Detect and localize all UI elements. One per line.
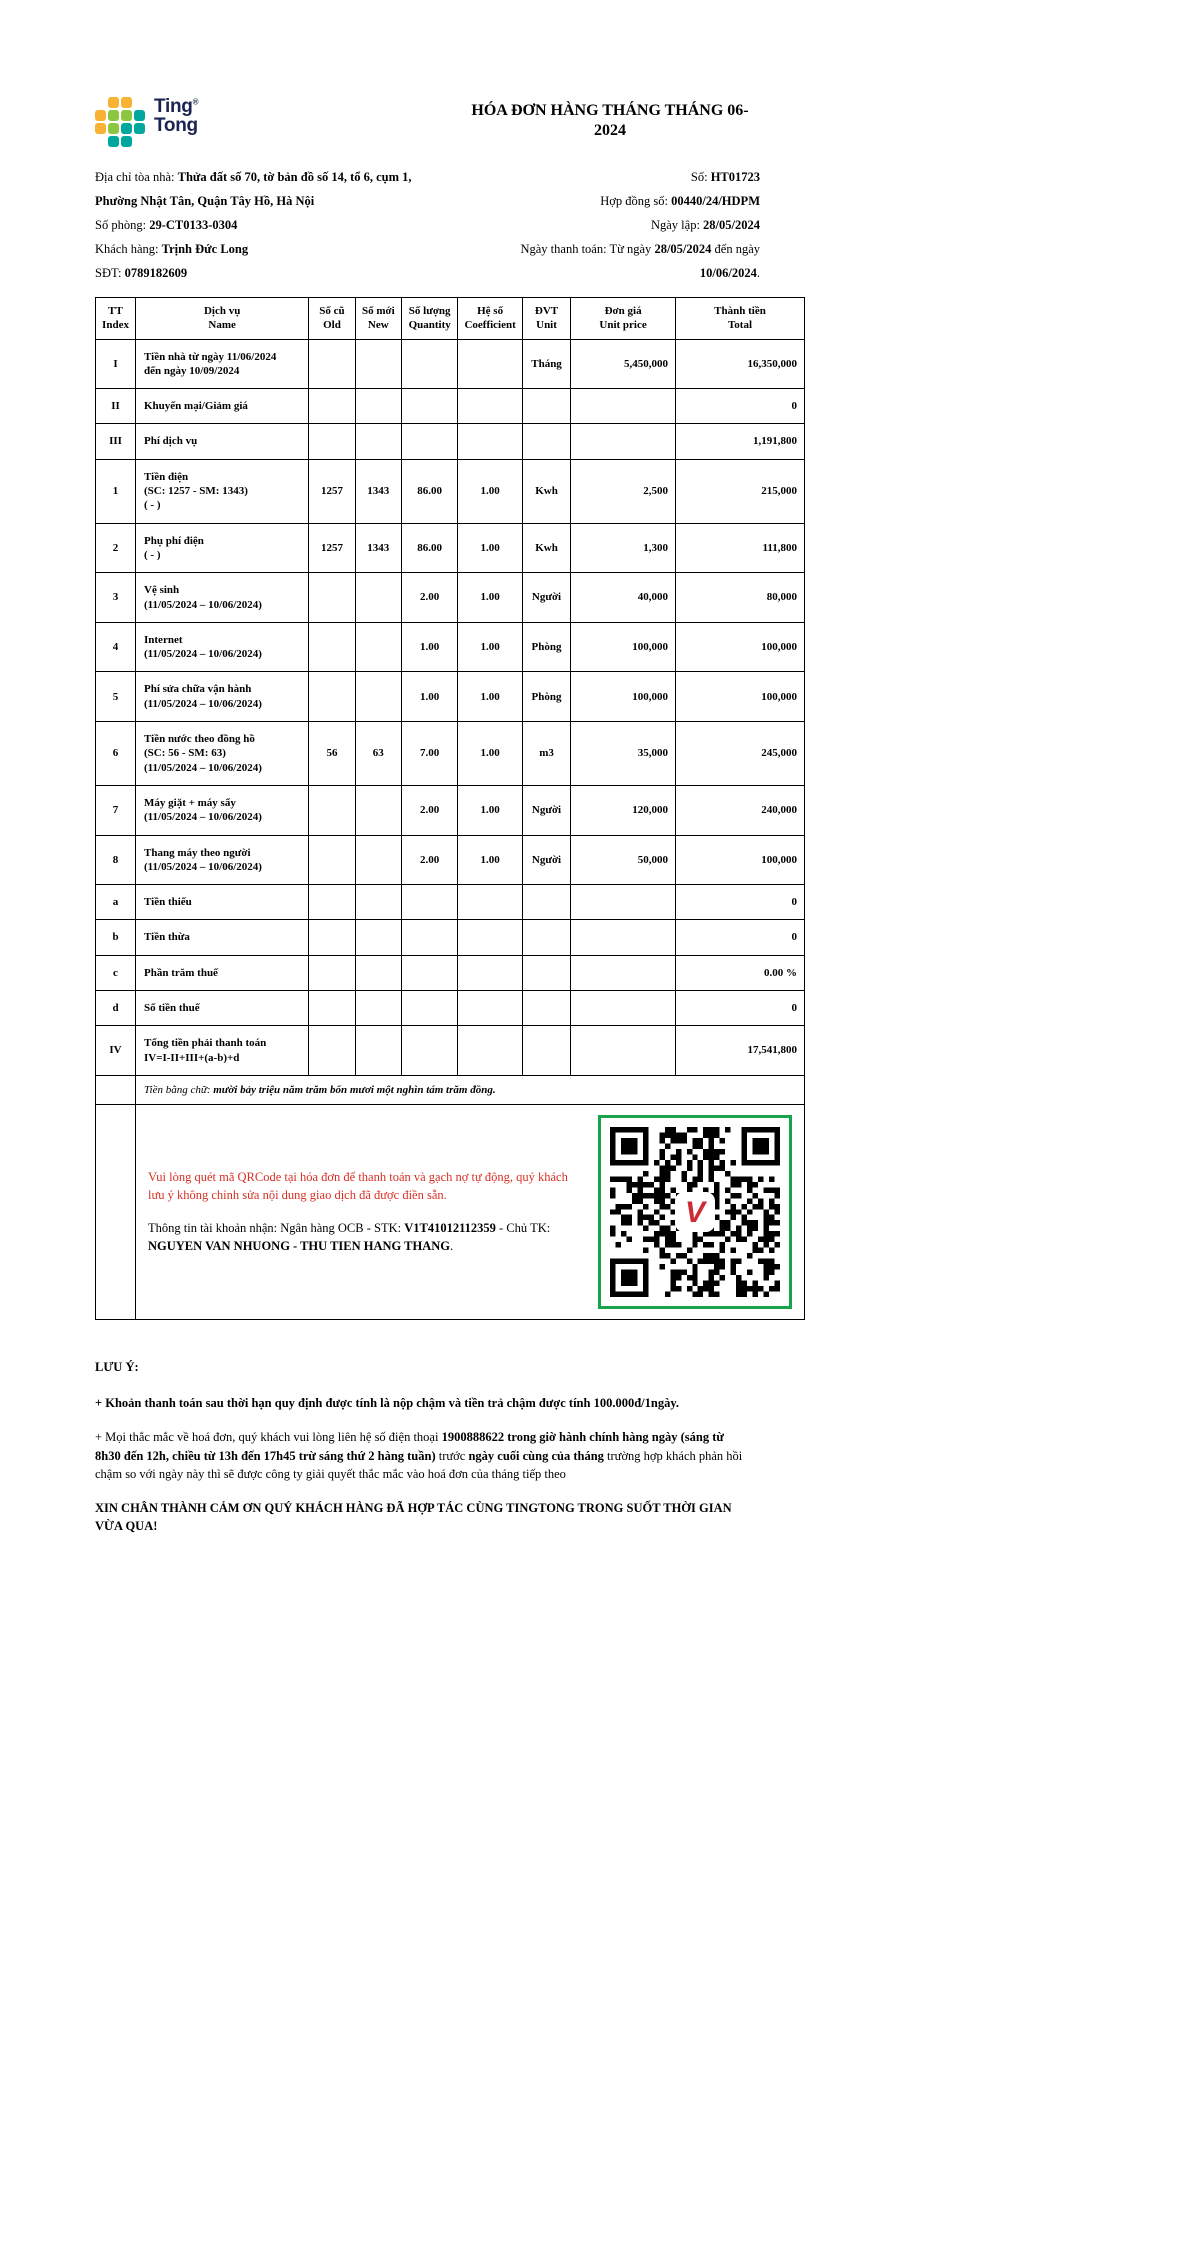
cell-name: Thang máy theo người (11/05/2024 – 10/06/2024): [136, 835, 309, 885]
amount-in-words-cell: [136, 1075, 805, 1104]
text-segment: Trịnh Đức Long: [161, 242, 249, 256]
info-line: [461, 165, 760, 189]
text-segment: NGUYEN VAN NHUONG - THU TIEN HANG THANG: [148, 1238, 451, 1253]
cell-qty: [401, 389, 457, 424]
text-segment: 28/05/2024: [654, 242, 712, 256]
cell-old: [309, 389, 355, 424]
cell-unit: [522, 389, 570, 424]
cell-qty: [401, 991, 457, 1026]
text-segment: 1900888622 trong giờ hành chính hàng ngày (sáng từ 8h30 đến 12h, chiều từ 13h đến 17h45 trừ sáng thứ 2 hàng tuần): [95, 1430, 724, 1463]
footer-notes: [95, 1358, 743, 1535]
cell-old: [309, 955, 355, 990]
cell-index: III: [96, 424, 136, 459]
cell-index: I: [96, 339, 136, 389]
text-segment: V1T41012112359: [404, 1221, 496, 1236]
text-segment: Số phòng:: [95, 218, 150, 232]
info-line: [461, 189, 760, 213]
cell-new: [355, 991, 401, 1026]
cell-unit: Tháng: [522, 339, 570, 389]
cell-unit: Người: [522, 785, 570, 835]
cell-old: [309, 920, 355, 955]
table-row: [96, 885, 805, 920]
logo-pixel: [121, 97, 132, 108]
invoice-header: [95, 95, 805, 147]
cell-name: Tổng tiền phải thanh toán IV=I-II+III+(a-b)+d: [136, 1026, 309, 1076]
text-segment: + Khoản thanh toán sau thời hạn quy định được tính là nộp chậm và tiền trả chậm được tính 100.000đ/1ngày.: [95, 1396, 680, 1411]
cell-old: [309, 424, 355, 459]
cell-total: 0: [675, 389, 804, 424]
cell-old: [309, 785, 355, 835]
column-header: TT Index: [96, 298, 136, 340]
info-line: [461, 213, 760, 237]
cell-total: 100,000: [675, 622, 804, 672]
cell-coef: 1.00: [458, 722, 522, 786]
text-segment: SĐT:: [95, 266, 125, 280]
invoice-title: HÓA ĐƠN HÀNG THÁNG THÁNG 06-2024: [471, 102, 749, 139]
cell-unit: Người: [522, 835, 570, 885]
text-segment: Ngày thanh toán: Từ ngày: [520, 242, 655, 256]
table-row: [96, 835, 805, 885]
cell-coef: [458, 885, 522, 920]
logo-pixel: [108, 97, 119, 108]
notes-heading: LƯU Ý:: [95, 1360, 139, 1375]
cell-qty: [401, 424, 457, 459]
text-segment: 29-CT0133-0304: [149, 218, 238, 232]
info-right: [461, 165, 760, 285]
table-row: [96, 785, 805, 835]
qr-code: [598, 1115, 792, 1309]
cell-coef: [458, 339, 522, 389]
table-header-row: [96, 298, 805, 340]
text-segment: trước: [435, 1448, 469, 1463]
cell-new: [355, 920, 401, 955]
cell-name: Tiền điện (SC: 1257 - SM: 1343) ( - ): [136, 459, 309, 523]
vietqr-v-icon: V: [675, 1192, 715, 1232]
cell-qty: [401, 920, 457, 955]
cell-name: Máy giặt + máy sấy (11/05/2024 – 10/06/2024): [136, 785, 309, 835]
cell-total: 1,191,800: [675, 424, 804, 459]
payment-layout: [148, 1115, 792, 1309]
cell-coef: 1.00: [458, 622, 522, 672]
account-info-text: [148, 1220, 578, 1255]
table-row: [96, 389, 805, 424]
cell-name: Tiền thiếu: [136, 885, 309, 920]
cell-new: [355, 622, 401, 672]
cell-unit: Kwh: [522, 523, 570, 573]
tingtong-logo-icon: [95, 97, 145, 147]
logo-pixel: [108, 110, 119, 121]
cell-qty: [401, 1026, 457, 1076]
cell-index: c: [96, 955, 136, 990]
cell-new: 1343: [355, 523, 401, 573]
column-header: Đơn giá Unit price: [571, 298, 676, 340]
note-late-payment: [95, 1394, 743, 1412]
invoice-table-head: [96, 298, 805, 340]
column-header: Dịch vụ Name: [136, 298, 309, 340]
cell-coef: [458, 920, 522, 955]
cell-unit: Phòng: [522, 672, 570, 722]
table-row: [96, 573, 805, 623]
payment-row: [96, 1105, 805, 1320]
column-header: Hệ số Coefficient: [458, 298, 522, 340]
cell-name: Phụ phí điện ( - ): [136, 523, 309, 573]
text-segment: .: [756, 266, 760, 280]
brand-name-line2: Tong: [154, 115, 198, 137]
logo-pixel: [121, 136, 132, 147]
column-header: Số lượng Quantity: [401, 298, 457, 340]
cell-unit: [522, 1026, 570, 1076]
text-segment: trường hợp khách phản hồi chậm so với ngày này thì sẽ được công ty giải quyết thắc mắc vào hoá đơn của tháng tiếp theo: [95, 1448, 743, 1481]
brand-name-line1: [154, 97, 198, 116]
cell-index: 6: [96, 722, 136, 786]
cell-index: d: [96, 991, 136, 1026]
cell-coef: [458, 991, 522, 1026]
info-line: [95, 261, 461, 285]
info-line: [95, 165, 461, 189]
cell-index: a: [96, 885, 136, 920]
invoice-table-body: [96, 339, 805, 1075]
cell-name: Tiền nước theo đồng hồ (SC: 56 - SM: 63) (11/05/2024 – 10/06/2024): [136, 722, 309, 786]
tingtong-logo: [95, 95, 198, 147]
table-row: [96, 955, 805, 990]
text-segment: Phường Nhật Tân, Quận Tây Hồ, Hà Nội: [95, 194, 315, 208]
cell-name: Phí dịch vụ: [136, 424, 309, 459]
table-row: [96, 920, 805, 955]
cell-new: [355, 424, 401, 459]
cell-coef: [458, 389, 522, 424]
cell-index: 2: [96, 523, 136, 573]
cell-coef: [458, 955, 522, 990]
cell-new: [355, 955, 401, 990]
cell-price: [571, 885, 676, 920]
amount-in-words-value: mười bảy triệu năm trăm bốn mươi một nghìn tám trăm đồng.: [213, 1083, 496, 1096]
cell-total: 215,000: [675, 459, 804, 523]
cell-empty: [96, 1075, 136, 1104]
cell-name: Phí sửa chữa vận hành (11/05/2024 – 10/06/2024): [136, 672, 309, 722]
cell-price: 1,300: [571, 523, 676, 573]
cell-index: 3: [96, 573, 136, 623]
text-segment: Khách hàng:: [95, 242, 162, 256]
cell-qty: [401, 955, 457, 990]
cell-index: 1: [96, 459, 136, 523]
text-segment: + Mọi thắc mắc về hoá đơn, quý khách vui lòng liên hệ số điện thoại: [95, 1430, 442, 1445]
cell-price: 2,500: [571, 459, 676, 523]
logo-pixel: [121, 123, 132, 134]
cell-price: [571, 424, 676, 459]
cell-index: 7: [96, 785, 136, 835]
cell-price: 5,450,000: [571, 339, 676, 389]
logo-pixel: [95, 110, 106, 121]
table-row: [96, 722, 805, 786]
cell-coef: [458, 1026, 522, 1076]
cell-price: 35,000: [571, 722, 676, 786]
text-segment: 00440/24/HDPM: [671, 194, 760, 208]
cell-unit: [522, 955, 570, 990]
text-segment: HT01723: [710, 170, 760, 184]
cell-new: [355, 573, 401, 623]
cell-qty: 86.00: [401, 459, 457, 523]
cell-price: [571, 1026, 676, 1076]
cell-unit: m3: [522, 722, 570, 786]
cell-old: [309, 339, 355, 389]
cell-total: 100,000: [675, 672, 804, 722]
cell-index: b: [96, 920, 136, 955]
table-row: [96, 339, 805, 389]
info-left: [95, 165, 461, 285]
cell-index: 8: [96, 835, 136, 885]
cell-qty: [401, 339, 457, 389]
text-segment: 10/06/2024: [699, 266, 757, 280]
cell-coef: 1.00: [458, 785, 522, 835]
cell-price: 120,000: [571, 785, 676, 835]
cell-price: 40,000: [571, 573, 676, 623]
amount-in-words-label: Tiền bằng chữ:: [144, 1083, 214, 1096]
logo-pixel: [134, 110, 145, 121]
cell-qty: 86.00: [401, 523, 457, 573]
brand-name-ting: Ting: [154, 96, 193, 117]
cell-index: IV: [96, 1026, 136, 1076]
invoice-table: [95, 297, 805, 1320]
info-line: [461, 237, 760, 285]
cell-total: 0.00 %: [675, 955, 804, 990]
cell-price: [571, 991, 676, 1026]
text-segment: 0789182609: [124, 266, 188, 280]
cell-coef: 1.00: [458, 835, 522, 885]
text-segment: Thông tin tài khoản nhận: Ngân hàng OCB - STK:: [148, 1221, 405, 1236]
table-row: [96, 459, 805, 523]
tingtong-logo-text: [154, 97, 198, 136]
cell-qty: 2.00: [401, 573, 457, 623]
cell-old: 1257: [309, 459, 355, 523]
cell-total: 17,541,800: [675, 1026, 804, 1076]
cell-qty: 1.00: [401, 622, 457, 672]
text-segment: Số:: [690, 170, 711, 184]
cell-name: Phần trăm thuế: [136, 955, 309, 990]
text-segment: ngày cuối cùng của tháng: [468, 1448, 604, 1463]
cell-price: [571, 920, 676, 955]
cell-new: 63: [355, 722, 401, 786]
table-row: [96, 424, 805, 459]
cell-total: 240,000: [675, 785, 804, 835]
logo-pixel: [108, 136, 119, 147]
cell-new: [355, 672, 401, 722]
cell-total: 245,000: [675, 722, 804, 786]
table-row: [96, 1026, 805, 1076]
cell-old: [309, 672, 355, 722]
text-segment: Thửa đất số 70, tờ bản đồ số 14, tổ 6, cụm 1,: [177, 170, 412, 184]
cell-price: 100,000: [571, 622, 676, 672]
cell-total: 16,350,000: [675, 339, 804, 389]
cell-total: 100,000: [675, 835, 804, 885]
cell-index: II: [96, 389, 136, 424]
cell-unit: [522, 991, 570, 1026]
cell-old: [309, 1026, 355, 1076]
cell-qty: 2.00: [401, 835, 457, 885]
cell-coef: 1.00: [458, 523, 522, 573]
text-segment: Ngày lập:: [650, 218, 704, 232]
cell-new: [355, 785, 401, 835]
cell-name: Khuyến mại/Giảm giá: [136, 389, 309, 424]
cell-new: [355, 835, 401, 885]
cell-name: Internet (11/05/2024 – 10/06/2024): [136, 622, 309, 672]
cell-new: 1343: [355, 459, 401, 523]
cell-qty: 7.00: [401, 722, 457, 786]
info-line: [95, 237, 461, 261]
cell-new: [355, 885, 401, 920]
column-header: Số mới New: [355, 298, 401, 340]
column-header: ĐVT Unit: [522, 298, 570, 340]
logo-pixel: [95, 123, 106, 134]
info-line: [95, 213, 461, 237]
logo-pixel: [121, 110, 132, 121]
column-header: Số cũ Old: [309, 298, 355, 340]
cell-old: 56: [309, 722, 355, 786]
cell-unit: Phòng: [522, 622, 570, 672]
qr-instruction-text: Vui lòng quét mã QRCode tại hóa đơn để thanh toán và gạch nợ tự động, quý khách lưu ý không chỉnh sửa nội dung giao dịch đã được điền sẵn.: [148, 1170, 568, 1202]
cell-index: 4: [96, 622, 136, 672]
cell-name: Vệ sinh (11/05/2024 – 10/06/2024): [136, 573, 309, 623]
registered-mark: ®: [192, 97, 199, 107]
text-segment: - Chủ TK:: [495, 1221, 551, 1236]
cell-index: 5: [96, 672, 136, 722]
cell-unit: Kwh: [522, 459, 570, 523]
text-segment: .: [450, 1238, 454, 1253]
cell-old: 1257: [309, 523, 355, 573]
cell-empty: [96, 1105, 136, 1320]
cell-qty: 1.00: [401, 672, 457, 722]
table-row: [96, 672, 805, 722]
cell-unit: [522, 424, 570, 459]
cell-unit: [522, 885, 570, 920]
cell-old: [309, 991, 355, 1026]
logo-pixel: [134, 123, 145, 134]
cell-coef: 1.00: [458, 573, 522, 623]
text-segment: Hợp đồng số:: [600, 194, 672, 208]
table-row: [96, 523, 805, 573]
cell-old: [309, 885, 355, 920]
cell-qty: [401, 885, 457, 920]
cell-name: Tiền nhà từ ngày 11/06/2024 đến ngày 10/09/2024: [136, 339, 309, 389]
invoice-table-extra: [96, 1075, 805, 1319]
cell-price: 100,000: [571, 672, 676, 722]
cell-unit: [522, 920, 570, 955]
cell-name: Tiền thừa: [136, 920, 309, 955]
text-segment: đến ngày: [711, 242, 760, 256]
note-thanks: [95, 1499, 743, 1535]
cell-coef: [458, 424, 522, 459]
cell-old: [309, 622, 355, 672]
note-contact: [95, 1428, 743, 1482]
text-segment: XIN CHÂN THÀNH CẢM ƠN QUÝ KHÁCH HÀNG ĐÃ HỢP TÁC CÙNG TINGTONG TRONG SUỐT THỜI GIAN VỪA QUA!: [95, 1500, 732, 1533]
amount-in-words-row: [96, 1075, 805, 1104]
invoice-content: [95, 0, 805, 1535]
table-row: [96, 991, 805, 1026]
cell-qty: 2.00: [401, 785, 457, 835]
cell-price: [571, 389, 676, 424]
payment-text: [148, 1169, 578, 1255]
table-row: [96, 622, 805, 672]
cell-total: 80,000: [675, 573, 804, 623]
text-segment: Địa chỉ tòa nhà:: [95, 170, 178, 184]
logo-pixel: [108, 123, 119, 134]
cell-total: 111,800: [675, 523, 804, 573]
info-line: [95, 189, 461, 213]
cell-price: [571, 955, 676, 990]
cell-unit: Người: [522, 573, 570, 623]
text-segment: 28/05/2024: [703, 218, 760, 232]
invoice-info: [95, 165, 805, 285]
cell-coef: 1.00: [458, 672, 522, 722]
cell-total: 0: [675, 991, 804, 1026]
payment-cell: [136, 1105, 805, 1320]
column-header: Thành tiền Total: [675, 298, 804, 340]
cell-new: [355, 389, 401, 424]
cell-coef: 1.00: [458, 459, 522, 523]
cell-old: [309, 573, 355, 623]
cell-name: Số tiền thuế: [136, 991, 309, 1026]
cell-new: [355, 1026, 401, 1076]
cell-new: [355, 339, 401, 389]
cell-price: 50,000: [571, 835, 676, 885]
cell-total: 0: [675, 920, 804, 955]
cell-old: [309, 835, 355, 885]
cell-total: 0: [675, 885, 804, 920]
